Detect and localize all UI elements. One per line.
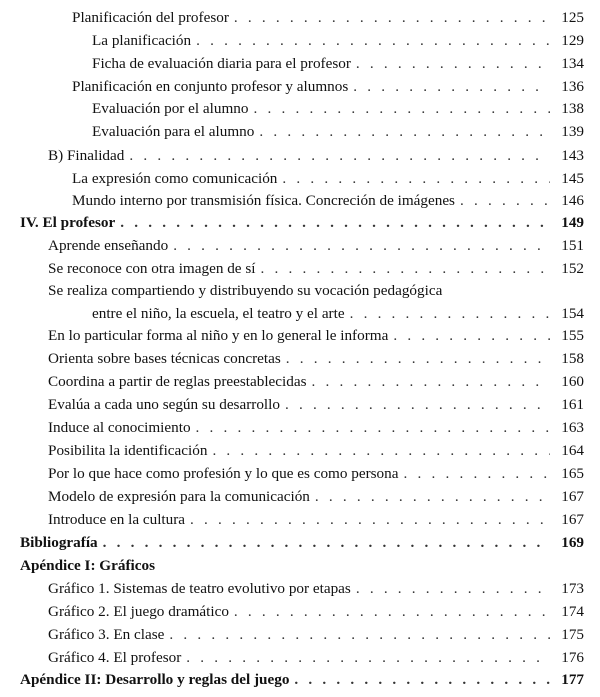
- toc-entry-label: Ficha de evaluación diaria para el profesor: [92, 55, 351, 72]
- dot-leader: [350, 304, 550, 324]
- dot-leader: [190, 510, 550, 530]
- toc-entry: [48, 441, 584, 461]
- dot-leader: [234, 8, 550, 28]
- dot-leader: [356, 579, 550, 599]
- toc-entry-label: Se reconoce con otra imagen de sí: [48, 260, 256, 277]
- toc-entry-label: Por lo que hace como profesión y lo que es como persona: [48, 465, 399, 482]
- toc-entry-label: Posibilita la identificación: [48, 442, 208, 459]
- dot-leader: [294, 670, 550, 690]
- toc-entry-label: En lo particular forma al niño y en lo general le informa: [48, 327, 389, 344]
- toc-entry-page: 129: [561, 32, 584, 49]
- toc-entry-label: Gráfico 1. Sistemas de teatro evolutivo por etapas: [48, 580, 351, 597]
- dot-leader: [253, 99, 550, 119]
- toc-entry-page: 146: [561, 192, 584, 209]
- toc-entry: [72, 169, 584, 189]
- toc-entry: [48, 579, 584, 599]
- toc-entry-label: Apéndice II: Desarrollo y reglas del juego: [20, 671, 290, 688]
- toc-entry-label: Induce al conocimiento: [48, 419, 191, 436]
- toc-entry-label: Evaluación por el alumno: [92, 100, 249, 117]
- toc-entry: [48, 372, 584, 392]
- dot-leader: [212, 441, 550, 461]
- toc-entry-page: 173: [561, 580, 584, 597]
- toc-entry-page: 167: [561, 511, 584, 528]
- toc-entry-page: 125: [561, 9, 584, 26]
- dot-leader: [353, 77, 550, 97]
- toc-entry: [92, 31, 584, 51]
- toc-entry-page: 151: [561, 237, 584, 254]
- toc-entry-label: Evalúa a cada uno según su desarrollo: [48, 396, 280, 413]
- toc-entry: [72, 191, 584, 211]
- toc-entry-page: 175: [561, 626, 584, 643]
- toc-section-entry: [20, 670, 584, 690]
- toc-entry-page: 177: [561, 671, 584, 688]
- dot-leader: [393, 326, 550, 346]
- toc-entry-continued: [48, 281, 584, 301]
- toc-entry: [48, 326, 584, 346]
- toc-entry-page: 160: [561, 373, 584, 390]
- dot-leader: [285, 395, 550, 415]
- toc-entry-label: Evaluación para el alumno: [92, 123, 255, 140]
- toc-entry-label: Aprende enseñando: [48, 237, 169, 254]
- toc-entry-page: 145: [561, 170, 584, 187]
- toc-entry-label: Planificación en conjunto profesor y alumnos: [72, 78, 349, 95]
- toc-entry-label: La planificación: [92, 32, 192, 49]
- dot-leader: [196, 31, 550, 51]
- toc-entry: [48, 464, 584, 484]
- toc-entry-page: 136: [561, 78, 584, 95]
- toc-entry: [48, 487, 584, 507]
- toc-entry-page: 155: [561, 327, 584, 344]
- toc-entry-page: 152: [561, 260, 584, 277]
- dot-leader: [286, 349, 550, 369]
- toc-entry-label: Gráfico 4. El profesor: [48, 649, 182, 666]
- toc-entry-label: Orienta sobre bases técnicas concretas: [48, 350, 281, 367]
- dot-leader: [120, 213, 550, 233]
- toc-entry-label: entre el niño, la escuela, el teatro y el arte: [92, 305, 345, 322]
- toc-entry: [48, 146, 584, 166]
- toc-entry-label: Gráfico 3. En clase: [48, 626, 165, 643]
- dot-leader: [234, 602, 550, 622]
- dot-leader: [196, 418, 550, 438]
- toc-entry-page: 143: [561, 147, 584, 164]
- toc-entry-page: 176: [561, 649, 584, 666]
- toc-entry-label: Apéndice I: Gráficos: [20, 557, 155, 574]
- toc-entry-page: 154: [561, 305, 584, 322]
- toc-entry-page: 139: [561, 123, 584, 140]
- toc-entry-label: Planificación del profesor: [72, 9, 229, 26]
- toc-entry: [48, 236, 584, 256]
- toc-entry: [48, 395, 584, 415]
- toc-entry-label: Bibliografía: [20, 534, 98, 551]
- dot-leader: [259, 122, 550, 142]
- dot-leader: [312, 372, 551, 392]
- toc-entry-label: Se realiza compartiendo y distribuyendo su vocación pedagógica: [48, 282, 443, 299]
- dot-leader: [460, 191, 550, 211]
- toc-entry-label: Modelo de expresión para la comunicación: [48, 488, 310, 505]
- toc-entry-label: Gráfico 2. El juego dramático: [48, 603, 229, 620]
- toc-entry: [92, 122, 584, 142]
- dot-leader: [356, 54, 550, 74]
- dot-leader: [186, 648, 550, 668]
- toc-entry-page: 167: [561, 488, 584, 505]
- toc-entry: [92, 304, 584, 324]
- toc-entry: [92, 54, 584, 74]
- toc-entry-label: B) Finalidad: [48, 147, 125, 164]
- toc-entry-page: 138: [561, 100, 584, 117]
- toc-entry-label: La expresión como comunicación: [72, 170, 278, 187]
- toc-entry-page: 169: [561, 534, 584, 551]
- toc-entry-page: 158: [561, 350, 584, 367]
- dot-leader: [403, 464, 550, 484]
- toc-entry-label: Introduce en la cultura: [48, 511, 186, 528]
- dot-leader: [315, 487, 550, 507]
- toc-entry: [72, 8, 584, 28]
- toc-entry-page: 161: [561, 396, 584, 413]
- toc-entry-label: Coordina a partir de reglas preestablecidas: [48, 373, 307, 390]
- toc-entry-page: 149: [561, 214, 584, 231]
- toc-entry-label: IV. El profesor: [20, 214, 116, 231]
- toc-entry: [72, 77, 584, 97]
- toc-entry: [48, 625, 584, 645]
- dot-leader: [260, 259, 550, 279]
- toc-entry: [48, 648, 584, 668]
- toc-entry: [92, 99, 584, 119]
- toc-entry-page: 164: [561, 442, 584, 459]
- dot-leader: [173, 236, 550, 256]
- toc-entry: [48, 259, 584, 279]
- dot-leader: [282, 169, 550, 189]
- toc-entry: [48, 349, 584, 369]
- toc-chapter-entry: [20, 213, 584, 233]
- toc-section-entry: [20, 556, 584, 576]
- toc-entry-page: 165: [561, 465, 584, 482]
- dot-leader: [169, 625, 550, 645]
- toc-entry-label: Mundo interno por transmisión física. Concreción de imágenes: [72, 192, 455, 209]
- toc-entry-page: 134: [561, 55, 584, 72]
- toc-entry-page: 174: [561, 603, 584, 620]
- toc-entry-page: 163: [561, 419, 584, 436]
- dot-leader: [129, 146, 550, 166]
- toc-entry: [48, 418, 584, 438]
- dot-leader: [103, 533, 550, 553]
- toc-entry: [48, 602, 584, 622]
- toc-entry: [48, 510, 584, 530]
- toc-section-entry: [20, 533, 584, 553]
